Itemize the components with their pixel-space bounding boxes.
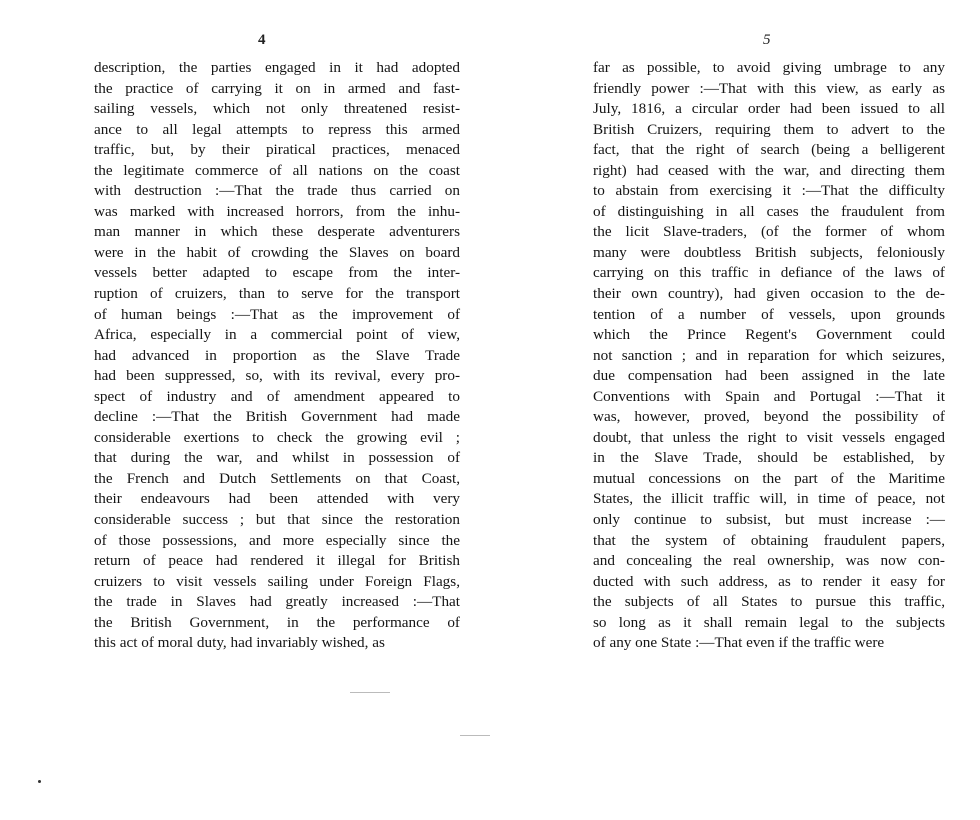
text-line: and concealing the real ownership, was now con- [593, 552, 945, 570]
text-line: that the system of obtaining fraudulent papers, [593, 531, 945, 549]
text-line: which the Prince Regent's Government could [593, 326, 945, 344]
text-line: the practice of carrying it on in armed and fast- [94, 79, 460, 97]
text-line: their own country), had given occasion to the de- [593, 285, 945, 303]
text-line: were in the habit of crowding the Slaves on board [94, 243, 460, 261]
text-line: friendly power :—That with this view, as early as [593, 79, 945, 97]
text-line: in the Slave Trade, should be established, by [593, 449, 945, 467]
text-line: many were doubtless British subjects, feloniously [593, 243, 945, 261]
text-line: vessels better adapted to escape from the inter- [94, 264, 460, 282]
text-line: their endeavours had been attended with very [94, 490, 460, 508]
text-line: carrying on this traffic in defiance of the laws of [593, 264, 945, 282]
text-line: ruption of cruizers, than to serve for the transport [94, 285, 460, 303]
text-line: the licit Slave-traders, (of the former of whom [593, 223, 945, 241]
text-line: the French and Dutch Settlements on that Coast, [94, 469, 460, 487]
text-line: tention of a number of vessels, upon grounds [593, 305, 945, 323]
text-line: the subjects of all States to pursue this traffic, [593, 593, 945, 611]
text-line: was, however, proved, beyond the possibility of [593, 408, 945, 426]
text-line: British Cruizers, requiring them to advert to the [593, 120, 945, 138]
scan-mark [460, 735, 490, 736]
text-line: Africa, especially in a commercial point of view, [94, 326, 460, 344]
text-line: mutual concessions on the part of the Maritime [593, 469, 945, 487]
text-line: of any one State :—That even if the traffic were [593, 634, 885, 652]
text-line: considerable exertions to check the growing evil ; [94, 428, 460, 446]
text-line: right) had ceased with the war, and directing them [593, 161, 945, 179]
text-line: the British Government, in the performance of [94, 613, 460, 631]
text-line: had advanced in proportion as the Slave Trade [94, 346, 460, 364]
page-number-left: 4 [258, 32, 266, 48]
text-line: with destruction :—That the trade thus carried on [94, 182, 460, 200]
text-line: sailing vessels, which not only threatened resist- [94, 100, 460, 118]
text-line: doubt, that unless the right to visit vessels engaged [593, 428, 945, 446]
scan-mark [350, 692, 390, 693]
text-line: far as possible, to avoid giving umbrage to any [593, 59, 945, 76]
text-line: to abstain from exercising it :—That the difficulty [593, 182, 945, 200]
scan-speck [38, 780, 41, 783]
text-line: Conventions with Spain and Portugal :—That it [593, 387, 945, 405]
text-line: July, 1816, a circular order had been issued to all [593, 100, 945, 118]
text-line: ducted with such address, as to render it easy for [593, 572, 945, 590]
text-line: the trade in Slaves had greatly increased :—That [94, 593, 460, 611]
left-page-text [94, 58, 460, 654]
text-line: had been suppressed, so, with its revival, every pro- [94, 367, 460, 385]
text-line: this act of moral duty, had invariably wished, as [94, 634, 385, 652]
text-line: that during the war, and whilst in possession of [94, 449, 460, 467]
text-line: of distinguishing in all cases the fraudulent from [593, 202, 945, 220]
text-line: man manner in which these desperate adventurers [94, 223, 460, 241]
text-line: decline :—That the British Government had made [94, 408, 460, 426]
page-number-right: 5 [763, 32, 771, 48]
text-line: traffic, but, by their piratical practices, menaced [94, 141, 460, 159]
text-line: return of peace had rendered it illegal for British [94, 552, 460, 570]
text-line: only continue to subsist, but must increase :— [593, 511, 945, 529]
text-line: considerable success ; but that since the restoration [94, 511, 460, 529]
text-line: States, the illicit traffic will, in time of peace, not [593, 490, 945, 508]
right-page-text [593, 58, 945, 654]
text-line: of those possessions, and more especially since the [94, 531, 460, 549]
text-line: was marked with increased horrors, from the inhu- [94, 202, 460, 220]
text-line: not sanction ; and in reparation for which seizures, [593, 346, 945, 364]
text-line: fact, that the right of search (being a belligerent [593, 141, 945, 159]
text-line: spect of industry and of amendment appeared to [94, 387, 460, 405]
text-line: so long as it shall remain legal to the subjects [593, 613, 945, 631]
text-line: description, the parties engaged in it had adopted [94, 59, 460, 76]
text-line: of human beings :—That as the improvement of [94, 305, 460, 323]
text-line: ance to all legal attempts to repress this armed [94, 120, 460, 138]
text-line: the legitimate commerce of all nations on the coast [94, 161, 460, 179]
text-line: due compensation had been assigned in the late [593, 367, 945, 385]
text-line: cruizers to visit vessels sailing under Foreign Flags, [94, 572, 460, 590]
